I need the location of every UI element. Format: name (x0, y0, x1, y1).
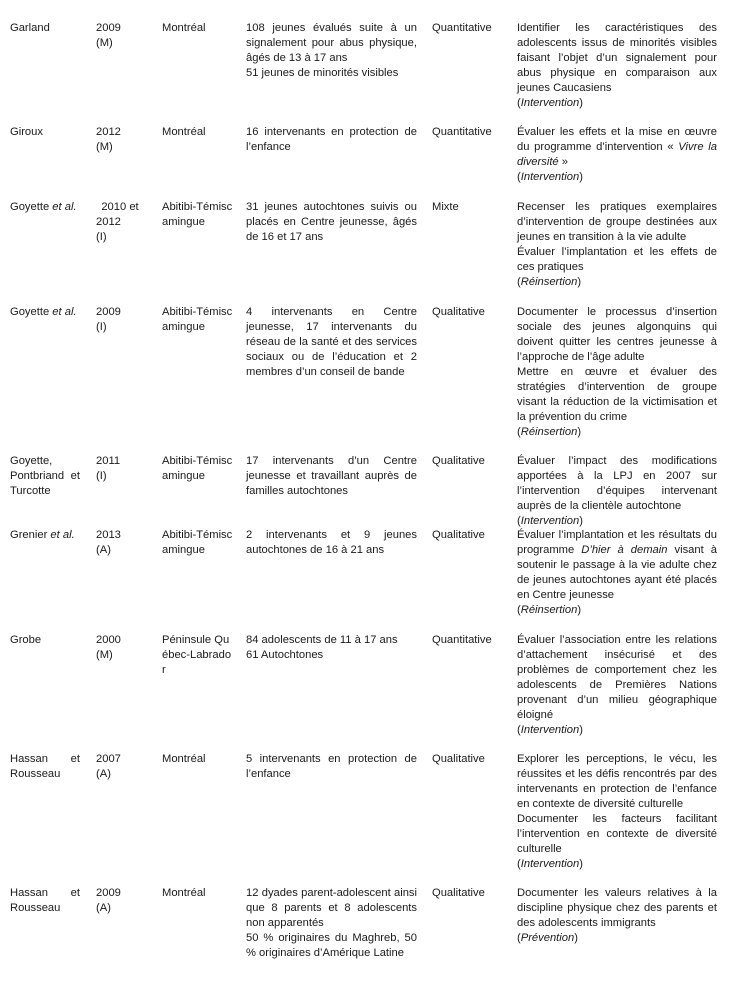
text-run: Évaluer l’implantation et les effets de ces pratiques (517, 246, 717, 273)
year-value: 2012 (96, 126, 121, 138)
text-run: Évaluer l’association entre les relations d’attachement insécurisé et des problèmes de comportement chez les adolescents de Premières Nations provenant d’un milieu géographique éloigné (517, 634, 717, 721)
sample-line: 31 jeunes autochtones suivis ou placés en Centre jeunesse, âgés de 16 et 17 ans (246, 201, 417, 243)
author-cell (10, 633, 80, 648)
category-value: Intervention (520, 171, 580, 183)
category-label: (Intervention) (517, 724, 583, 736)
sample-cell (246, 886, 417, 961)
place-cell: Abitibi-Témiscamingue (162, 529, 233, 556)
sample-cell (246, 200, 417, 245)
method-cell: Qualitative (432, 529, 485, 541)
category-label: (Réinsertion) (517, 276, 582, 288)
objective-cell (517, 200, 717, 290)
method-cell: Qualitative (432, 887, 485, 899)
year-value: 2009 (96, 22, 121, 34)
year-value: 2007 (96, 753, 121, 765)
study-code: (I) (96, 470, 107, 482)
category-label: (Intervention) (517, 171, 583, 183)
objective-paragraph (517, 886, 717, 931)
study-code: (M) (96, 141, 113, 153)
method-cell: Quantitative (432, 22, 492, 34)
category-label: (Intervention) (517, 515, 583, 527)
text-run: Documenter les facteurs facilitant l’intervention en contexte de diversité culturelle (517, 813, 717, 855)
sample-line: 51 jeunes de minorités visibles (246, 67, 399, 79)
category-value: Intervention (520, 724, 580, 736)
year-value: 2013 (96, 529, 121, 541)
author-cell (10, 886, 80, 916)
sample-line: 4 intervenants en Centre jeunesse, 17 intervenants du réseau de la santé et des services sociaux ou de l’éducation et 2 membres d’un conseil de bande (246, 306, 417, 378)
author-cell (10, 305, 80, 320)
text-run: Mettre en œuvre et évaluer des stratégies d’intervention de groupe visant la réduction de la victimisation et la prévention du crime (517, 366, 717, 423)
year-cell (96, 633, 144, 663)
objective-cell (517, 633, 717, 738)
place-cell: Montréal (162, 126, 206, 138)
method-cell: Mixte (432, 201, 459, 213)
objective-paragraph (517, 365, 717, 425)
category-value: Prévention (520, 932, 575, 944)
method-cell: Qualitative (432, 455, 485, 467)
category-value: Intervention (520, 515, 580, 527)
sample-line: 61 Autochtones (246, 649, 324, 661)
sample-cell (246, 633, 417, 663)
year-cell (96, 752, 144, 782)
objective-cell (517, 528, 717, 618)
sample-line: 12 dyades parent-adolescent ainsi que 8 parents et 8 adolescents non apparentés (246, 887, 417, 929)
author-cell (10, 454, 80, 499)
italic-text: et al. (50, 529, 75, 541)
study-code: (M) (96, 37, 113, 49)
sample-cell (246, 305, 417, 380)
sample-line: 2 intervenants et 9 jeunes autochtones de 16 à 21 ans (246, 529, 417, 556)
year-value: 2009 (96, 306, 121, 318)
place-cell: Abitibi-Témiscamingue (162, 201, 233, 228)
sample-line: 17 intervenants d’un Centre jeunesse et travaillant auprès de familles autochtones (246, 455, 417, 497)
objective-paragraph (517, 812, 717, 857)
study-code: (M) (96, 649, 113, 661)
year-cell (96, 528, 144, 558)
text-run: Grenier (10, 529, 51, 541)
year-cell (96, 886, 144, 916)
category-label: (Intervention) (517, 858, 583, 870)
place-cell: Montréal (162, 887, 206, 899)
sample-line: 16 intervenants en protection de l’enfance (246, 126, 417, 153)
text-run: Goyette (10, 201, 53, 213)
place-cell: Péninsule Québec-Labrador (162, 634, 232, 676)
place-cell: Abitibi-Témiscamingue (162, 455, 233, 482)
sample-line: 108 jeunes évalués suite à un signalement pour abus physique, âgés de 13 à 17 ans (246, 22, 417, 64)
text-run: » (558, 156, 569, 168)
method-cell: Qualitative (432, 753, 485, 765)
text-run: Goyette (10, 306, 53, 318)
study-code: (I) (96, 231, 107, 243)
objective-cell (517, 21, 717, 111)
text-run: Goyette, Pontbriand et Turcotte (10, 455, 80, 497)
category-value: Réinsertion (520, 426, 578, 438)
year-cell (96, 305, 144, 335)
category-label: (Prévention) (517, 932, 578, 944)
text-run: Évaluer l’implantation et les résultats du programme (517, 529, 717, 556)
category-value: Réinsertion (520, 604, 578, 616)
text-run: Garland (10, 22, 50, 34)
italic-text: D’hier à demain (581, 544, 668, 556)
italic-text: et al. (52, 306, 77, 318)
author-cell (10, 752, 80, 782)
year-cell (96, 200, 144, 245)
sample-line: 50 % originaires du Maghreb, 50 % originaires d’Amérique Latine (246, 932, 417, 959)
author-cell (10, 200, 80, 215)
place-cell: Montréal (162, 753, 206, 765)
study-code: (I) (96, 321, 107, 333)
objective-paragraph (517, 200, 717, 245)
place-cell: Abitibi-Témiscamingue (162, 306, 233, 333)
text-run: Recenser les pratiques exemplaires d’intervention de groupe destinées aux jeunes en transition à la vie adulte (517, 201, 717, 243)
sample-cell (246, 528, 417, 558)
objective-paragraph (517, 21, 717, 96)
text-run: Évaluer l’impact des modifications apportées à la LPJ en 2007 sur l’intervention d’équipes intervenant auprès de la clientèle autochtone (517, 455, 717, 512)
objective-paragraph (517, 245, 717, 275)
text-run: Explorer les perceptions, le vécu, les réussites et les défis rencontrés par des intervenants en protection de l’enfance en contexte de diversité culturelle (517, 753, 717, 810)
objective-cell (517, 752, 717, 872)
sample-line: 5 intervenants en protection de l’enfance (246, 753, 417, 780)
text-run: Évaluer les effets et la mise en œuvre du programme d’intervention « (517, 126, 717, 153)
category-label: (Réinsertion) (517, 604, 582, 616)
author-cell (10, 21, 80, 36)
year-cell (96, 21, 144, 51)
category-value: Intervention (520, 97, 580, 109)
study-code: (A) (96, 902, 111, 914)
text-run: Giroux (10, 126, 43, 138)
text-run: Grobe (10, 634, 42, 646)
text-run: Identifier les caractéristiques des adolescents issus de minorités visibles faisant l’objet d’un signalement pour abus physique en comparaison aux jeunes Caucasiens (517, 22, 717, 94)
year-value: 2009 (96, 887, 121, 899)
sample-cell (246, 752, 417, 782)
method-cell: Quantitative (432, 126, 492, 138)
author-cell (10, 125, 80, 140)
category-value: Intervention (520, 858, 580, 870)
place-cell: Montréal (162, 22, 206, 34)
year-value: 2000 (96, 634, 121, 646)
method-cell: Qualitative (432, 306, 485, 318)
italic-text: et al. (52, 201, 77, 213)
text-run: Hassan et Rousseau (10, 887, 80, 914)
objective-paragraph (517, 454, 717, 514)
sample-cell (246, 454, 417, 499)
sample-cell (246, 21, 417, 81)
objective-paragraph (517, 305, 717, 365)
objective-paragraph (517, 752, 717, 812)
text-run: visant à soutenir le passage à la vie adulte chez de jeunes autochtones ayant été placés en Centre jeunesse (517, 544, 717, 601)
method-cell: Quantitative (432, 634, 492, 646)
sample-line: 84 adolescents de 11 à 17 ans (246, 634, 398, 646)
category-value: Réinsertion (520, 276, 578, 288)
objective-paragraph (517, 633, 717, 723)
objective-cell (517, 125, 717, 185)
category-label: (Réinsertion) (517, 426, 582, 438)
italic-text: Vivre la diversité (517, 141, 717, 168)
sample-cell (246, 125, 417, 155)
study-code: (A) (96, 768, 111, 780)
author-cell (10, 528, 80, 543)
objective-paragraph (517, 528, 717, 603)
year-value: 2011 (96, 455, 121, 467)
objective-cell (517, 305, 717, 440)
study-code: (A) (96, 544, 111, 556)
objective-paragraph (517, 125, 717, 170)
year-cell (96, 454, 144, 484)
category-label: (Intervention) (517, 97, 583, 109)
text-run: Documenter les valeurs relatives à la discipline physique chez des parents et des adolescents immigrants (517, 887, 717, 929)
objective-cell (517, 886, 717, 946)
objective-cell (517, 454, 717, 529)
text-run: Hassan et Rousseau (10, 753, 80, 780)
year-cell (96, 125, 144, 155)
text-run: Documenter le processus d’insertion sociale des jeunes algonquins qui doivent quitter les centres jeunesse à l’approche de l’âge adulte (517, 306, 717, 363)
year-value: 2010 et 2012 (96, 201, 139, 228)
